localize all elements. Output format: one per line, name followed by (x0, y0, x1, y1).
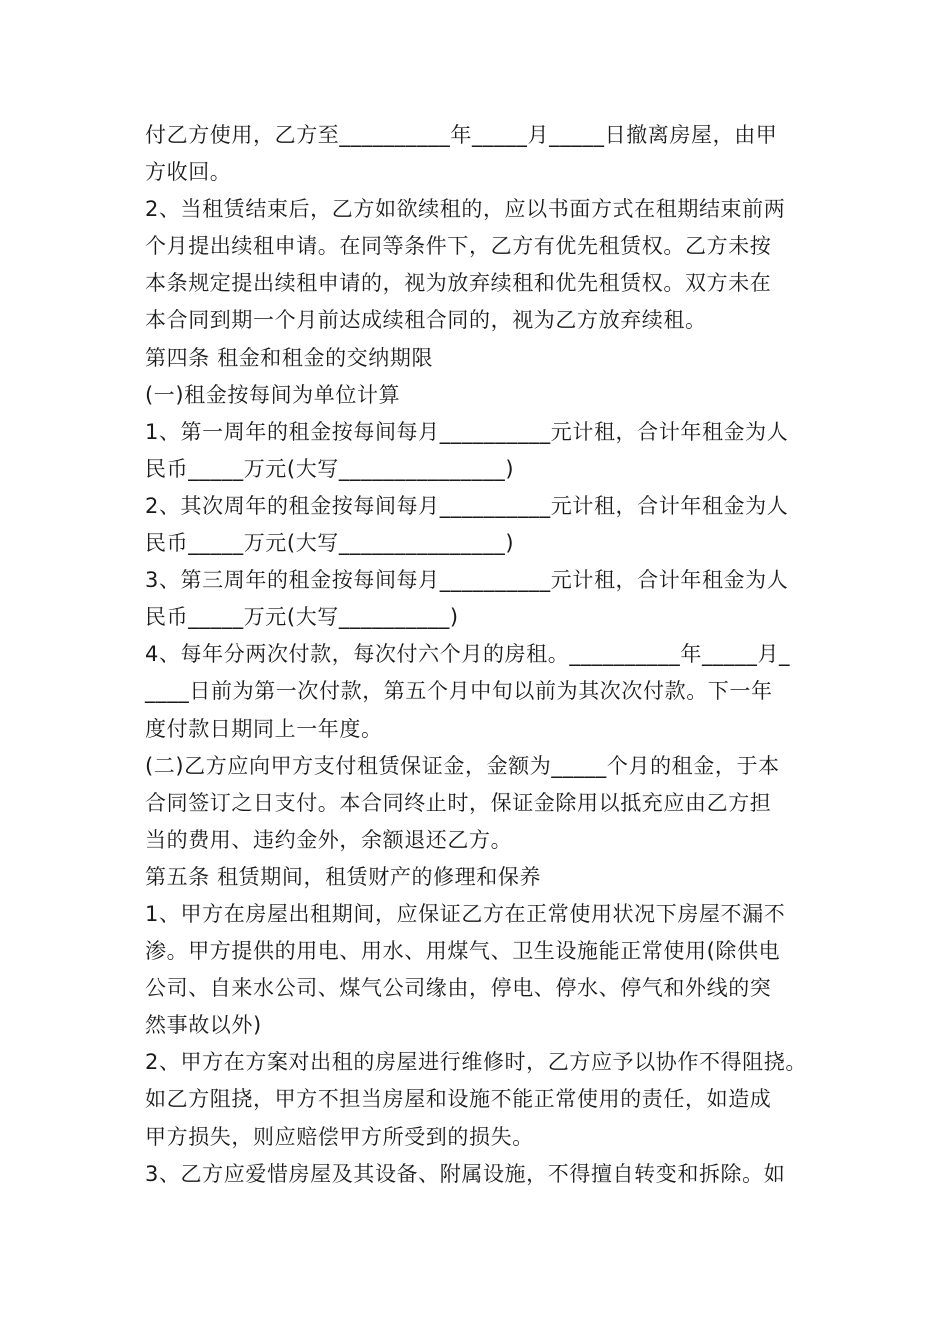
text-line: 3、第三周年的租金按每间每月__________元计租，合计年租金为人 (145, 568, 789, 593)
text-line: 本条规定提出续租申请的，视为放弃续租和优先租赁权。双方未在 (145, 271, 772, 296)
text-line: 付乙方使用，乙方至__________年_____月_____日撤离房屋，由甲 (145, 123, 778, 147)
text-line: 然事故以外) (145, 1013, 262, 1038)
text-line: 方收回。 (145, 160, 232, 185)
article-heading: 第五条 租赁期间，租赁财产的修理和保养 (145, 864, 542, 889)
text-line: 合同签订之日支付。本合同终止时，保证金除用以抵充应由乙方担 (145, 790, 772, 815)
text-line: 2、当租赁结束后，乙方如欲续租的，应以书面方式在租期结束前两 (145, 197, 786, 222)
text-line: 1、第一周年的租金按每间每月__________元计租，合计年租金为人 (145, 419, 789, 444)
text-line: 2、其次周年的租金按每间每月__________元计租，合计年租金为人 (145, 493, 789, 518)
text-line: 3、乙方应爱惜房屋及其设备、附属设施，不得擅自转变和拆除。如 (145, 1161, 786, 1186)
text-line: 本合同到期一个月前达成续租合同的，视为乙方放弃续租。 (145, 308, 707, 333)
text-line: 度付款日期同上一年度。 (145, 716, 383, 741)
text-line: ____日前为第一次付款，第五个月中旬以前为其次次付款。下一年 (145, 679, 773, 704)
text-line: 民币_____万元(大写_______________) (145, 531, 515, 556)
text-line: 民币_____万元(大写__________) (145, 605, 459, 630)
text-line: 1、甲方在房屋出租期间，应保证乙方在正常使用状况下房屋不漏不 (145, 901, 786, 926)
section-heading: (一)租金按每间为单位计算 (145, 382, 401, 407)
text-line: 甲方损失，则应赔偿甲方所受到的损失。 (145, 1124, 534, 1149)
text-line: 4、每年分两次付款，每次付六个月的房租。__________年_____月_ (145, 642, 791, 667)
article-heading: 第四条 租金和租金的交纳期限 (145, 345, 434, 370)
text-line: 民币_____万元(大写_______________) (145, 456, 515, 481)
document-body (145, 117, 810, 1193)
text-line: 当的费用、违约金外，余额退还乙方。 (145, 827, 513, 852)
text-line: 公司、自来水公司、煤气公司缘由，停电、停水、停气和外线的突 (145, 976, 772, 1001)
text-line: 2、甲方在方案对出租的房屋进行维修时，乙方应予以协作不得阻挠。 (145, 1050, 807, 1075)
text-line: 如乙方阻挠，甲方不担当房屋和设施不能正常使用的责任，如造成 (145, 1087, 772, 1112)
text-line: 个月提出续租申请。在同等条件下，乙方有优先租赁权。乙方未按 (145, 234, 772, 259)
text-line: 渗。甲方提供的用电、用水、用煤气、卫生设施能正常使用(除供电 (145, 939, 781, 964)
text-line: (二)乙方应向甲方支付租赁保证金，金额为_____个月的租金，于本 (145, 753, 780, 778)
